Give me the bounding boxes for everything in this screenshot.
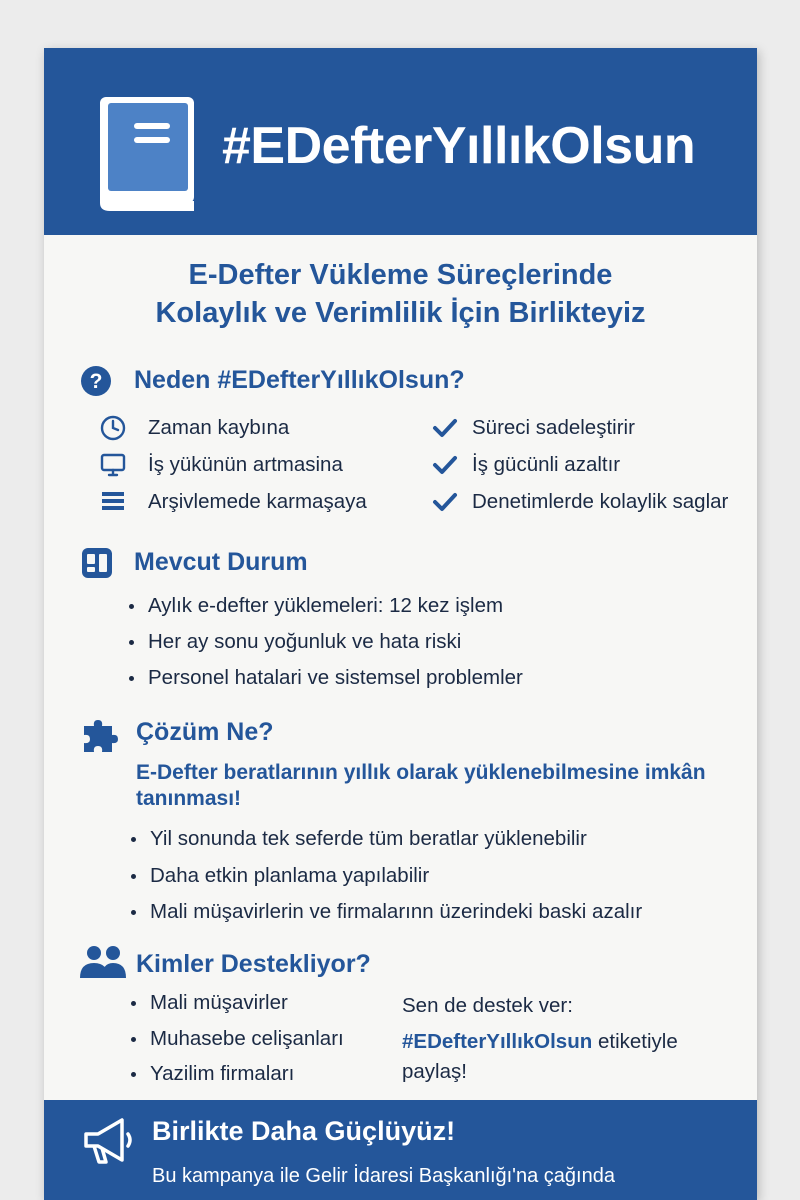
bullet: [131, 1072, 136, 1077]
archive-icon: [100, 489, 126, 515]
footer-text: Bu kampanya ile Gelir İdaresi Başkanlığı'na çağında: [152, 1165, 615, 1187]
people-icon: [78, 944, 128, 980]
question-icon: [80, 365, 112, 397]
benefit-item: Denetimlerde kolaylik saglar: [472, 490, 729, 513]
puzzle-icon: [80, 716, 122, 756]
bullet: [129, 640, 134, 645]
footer-title: Birlikte Daha Güçlüyüz!: [152, 1116, 456, 1146]
bullet: [131, 874, 136, 879]
solution-section-title: Çözüm Ne?: [136, 718, 274, 746]
benefit-item: İş gücünli azaltır: [472, 453, 621, 476]
clock-icon: [100, 415, 126, 441]
current-item: Personel hatalari ve sistemsel problemler: [148, 666, 523, 689]
supporter-item: Muhasebe celişanları: [150, 1027, 344, 1050]
check-icon: [432, 417, 458, 439]
solution-item: Mali müşavirlerin ve firmalarınn üzerindeki baski azalır: [150, 900, 643, 923]
supporter-item: Yazilim firmaları: [150, 1062, 295, 1085]
why-section-title: Neden #EDefterYıllıkOlsun?: [134, 366, 465, 394]
benefit-item: Süreci sadeleştirir: [472, 416, 635, 439]
solution-item: Daha etkin planlama yapılabilir: [150, 864, 430, 887]
current-item: Aylık e-defter yüklemeleri: 12 kez işlem: [148, 594, 504, 617]
problem-item: İş yükünün artmasina: [148, 453, 343, 476]
cta-line-2: [402, 1030, 678, 1054]
cta-line-1: Sen de destek ver:: [402, 994, 573, 1017]
check-icon: [432, 491, 458, 513]
supporters-section-title: Kimler Destekliyor?: [136, 950, 371, 978]
subtitle-line-1: E-Defter Vükleme Süreçlerinde: [188, 259, 613, 291]
calendar-icon: [80, 546, 114, 580]
megaphone-icon: [80, 1114, 136, 1170]
bullet: [131, 1037, 136, 1042]
cta-line-3: paylaş!: [402, 1060, 467, 1083]
header-banner: [44, 48, 757, 235]
campaign-poster: [44, 48, 757, 1200]
current-item: Her ay sonu yoğunluk ve hata riski: [148, 630, 462, 653]
bullet: [129, 604, 134, 609]
subtitle-line-2: Kolaylık ve Verimlilik İçin Birlikteyiz: [155, 297, 646, 329]
campaign-hashtag: #EDefterYıllıkOlsun: [222, 117, 696, 175]
bullet: [131, 1001, 136, 1006]
book-icon: [94, 93, 200, 215]
problem-item: Arşivlemede karmaşaya: [148, 490, 367, 513]
solution-highlight: E-Defter beratlarının yıllık olarak yüklenebilmesine imkân tanınması!: [136, 761, 706, 810]
bullet: [131, 910, 136, 915]
cta-suffix: etiketiyle: [597, 1030, 678, 1053]
current-section-title: Mevcut Durum: [134, 548, 308, 576]
solution-item: Yil sonunda tek seferde tüm beratlar yüklenebilir: [150, 827, 587, 850]
svg-text:?: ?: [89, 370, 103, 393]
check-icon: [432, 454, 458, 476]
supporter-item: Mali müşavirler: [150, 991, 288, 1014]
bullet: [131, 837, 136, 842]
cta-hashtag[interactable]: #EDefterYıllıkOlsun: [402, 1030, 593, 1053]
footer-banner: [44, 1100, 757, 1200]
problem-item: Zaman kaybına: [148, 416, 290, 439]
campaign-subtitle: [44, 256, 757, 332]
monitor-icon: [100, 452, 126, 478]
bullet: [129, 676, 134, 681]
